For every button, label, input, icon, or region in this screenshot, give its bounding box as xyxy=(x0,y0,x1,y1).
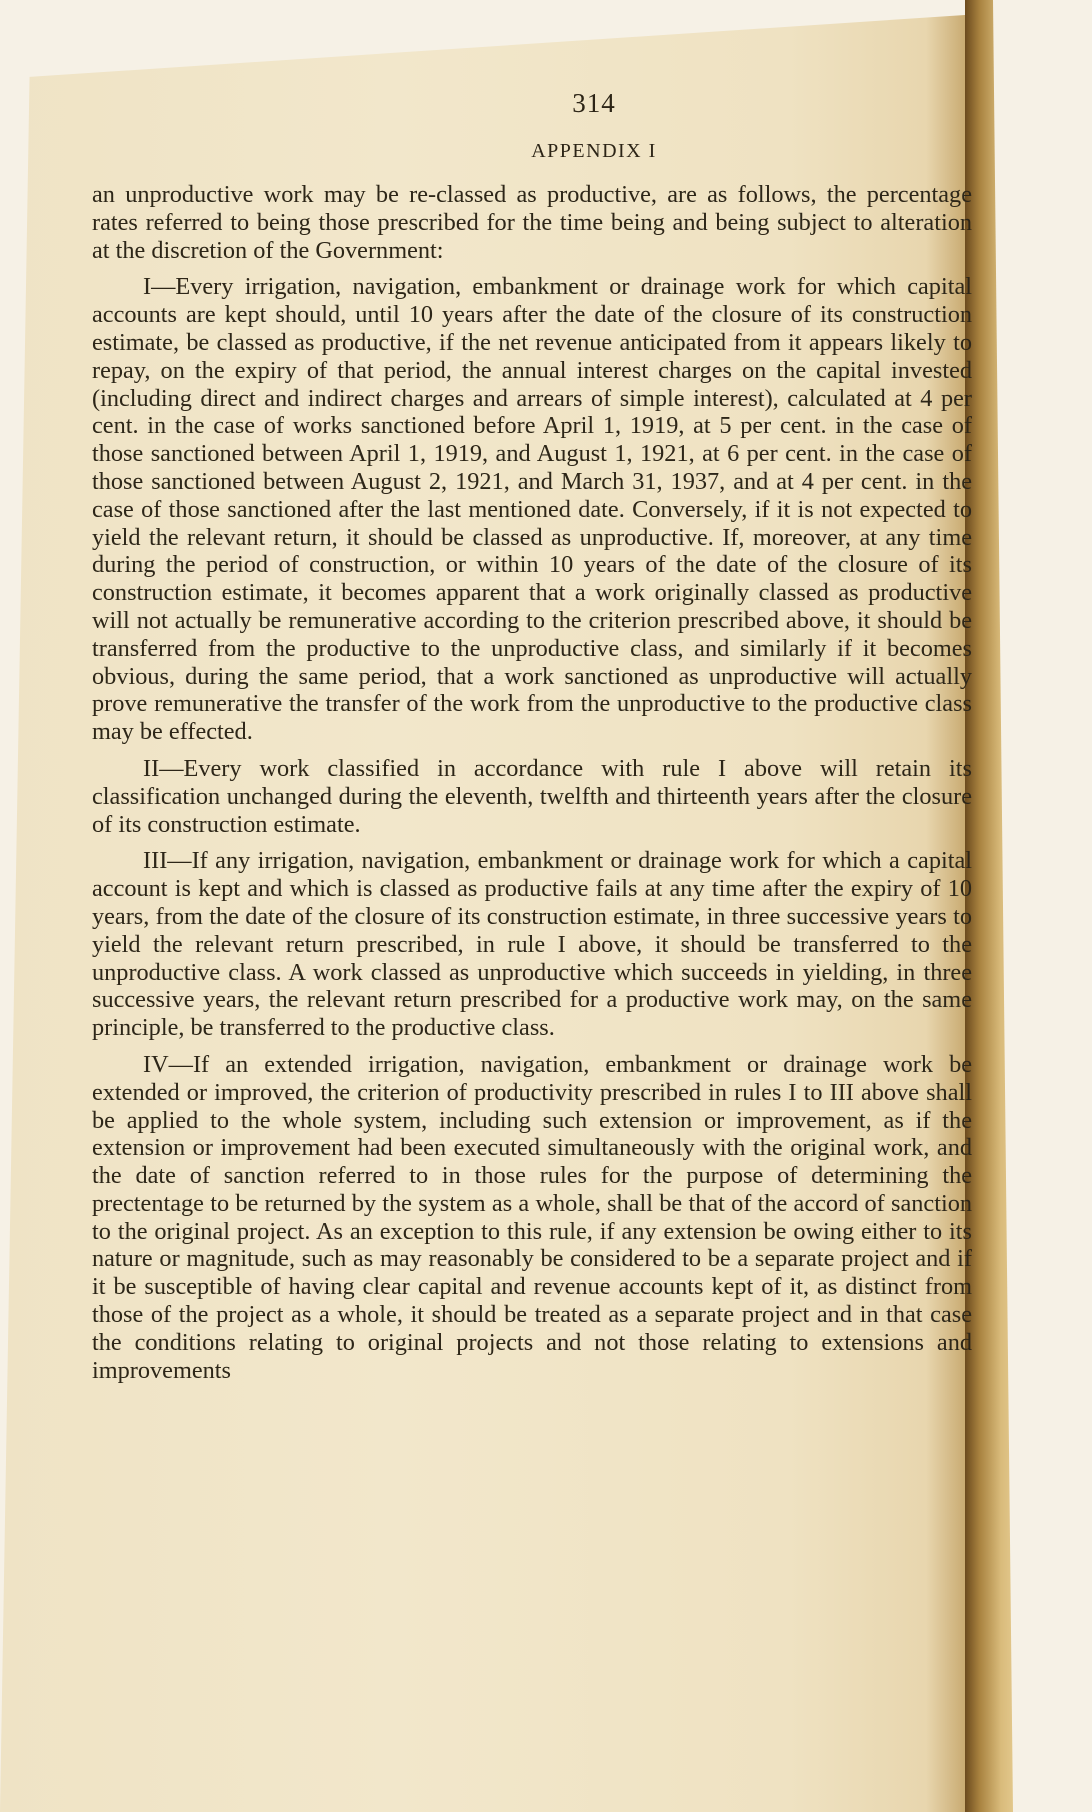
intro-paragraph: an unproductive work may be re-classed as productive, are as follows, the percentage rates referred to being those prescribed for the time being and being subject to alteration at the discretion of the Government: xyxy=(92,181,972,264)
page-number: 314 xyxy=(572,88,616,118)
appendix-heading: APPENDIX I xyxy=(531,140,657,162)
rule-i-paragraph: I—Every irrigation, navigation, embankment or drainage work for which capital accounts are kept should, until 10 years after the date of the closure of its construction estimate, be classed as productive, if the net revenue anticipated from it appears likely to repay, on the expiry of that period, the annual interest charges on the capital invested (including direct and indirect charges and arrears of simple interest), calculated at 4 per cent. in the case of works sanctioned before April 1, 1919, at 5 per cent. in the case of those sanctioned between April 1, 1919, and August 1, 1921, at 6 per cent. in the case of those sanctioned between August 2, 1921, and March 31, 1937, and at 4 per cent. in the case of those sanctioned after the last mentioned date. Conversely, if it is not expected to yield the relevant return, it should be classed as unproductive. If, moreover, at any time during the period of construction, or within 10 years of the date of the closure of its construction estimate, it becomes apparent that a work originally classed as productive will not actually be remunerative according to the criterion prescribed above, it should be transferred from the productive to the unproductive class, and similarly if it becomes obvious, during the same period, that a work sanctioned as unproductive will actually prove remunerative the transfer of the work from the unproductive to the productive class may be effected. xyxy=(92,273,972,746)
body-text xyxy=(92,181,972,1384)
rule-iii-paragraph: III—If any irrigation, navigation, embankment or drainage work for which a capital account is kept and which is classed as productive fails at any time after the expiry of 10 years, from the date of the closure of its construction estimate, in three successive years to yield the relevant return prescribed, in rule I above, it should be transferred to the unproductive class. A work classed as unproductive which succeeds in yielding, in three successive years, the relevant return prescribed for a productive work may, on the same principle, be transferred to the productive class. xyxy=(92,847,972,1042)
rule-iv-paragraph: IV—If an extended irrigation, navigation, embankment or drainage work be extended or improved, the criterion of productivity prescribed in rules I to III above shall be applied to the whole system, including such extension or improvement, as if the extension or improvement had been executed simultaneously with the original work, and the date of sanction referred to in those rules for the purpose of determining the prectentage to be returned by the system as a whole, shall be that of the accord of sanction to the original project. As an exception to this rule, if any extension be owing either to its nature or magnitude, such as may reasonably be considered to be a separate project and if it be susceptible of having clear capital and revenue accounts kept of it, as distinct from those of the project as a whole, it should be treated as a separate project and in that case the conditions relating to original projects and not those relating to extensions and improvements xyxy=(92,1050,972,1384)
rule-ii-paragraph: II—Every work classified in accordance with rule I above will retain its classification unchanged during the eleventh, twelfth and thirteenth years after the closure of its construction estimate. xyxy=(92,754,972,838)
